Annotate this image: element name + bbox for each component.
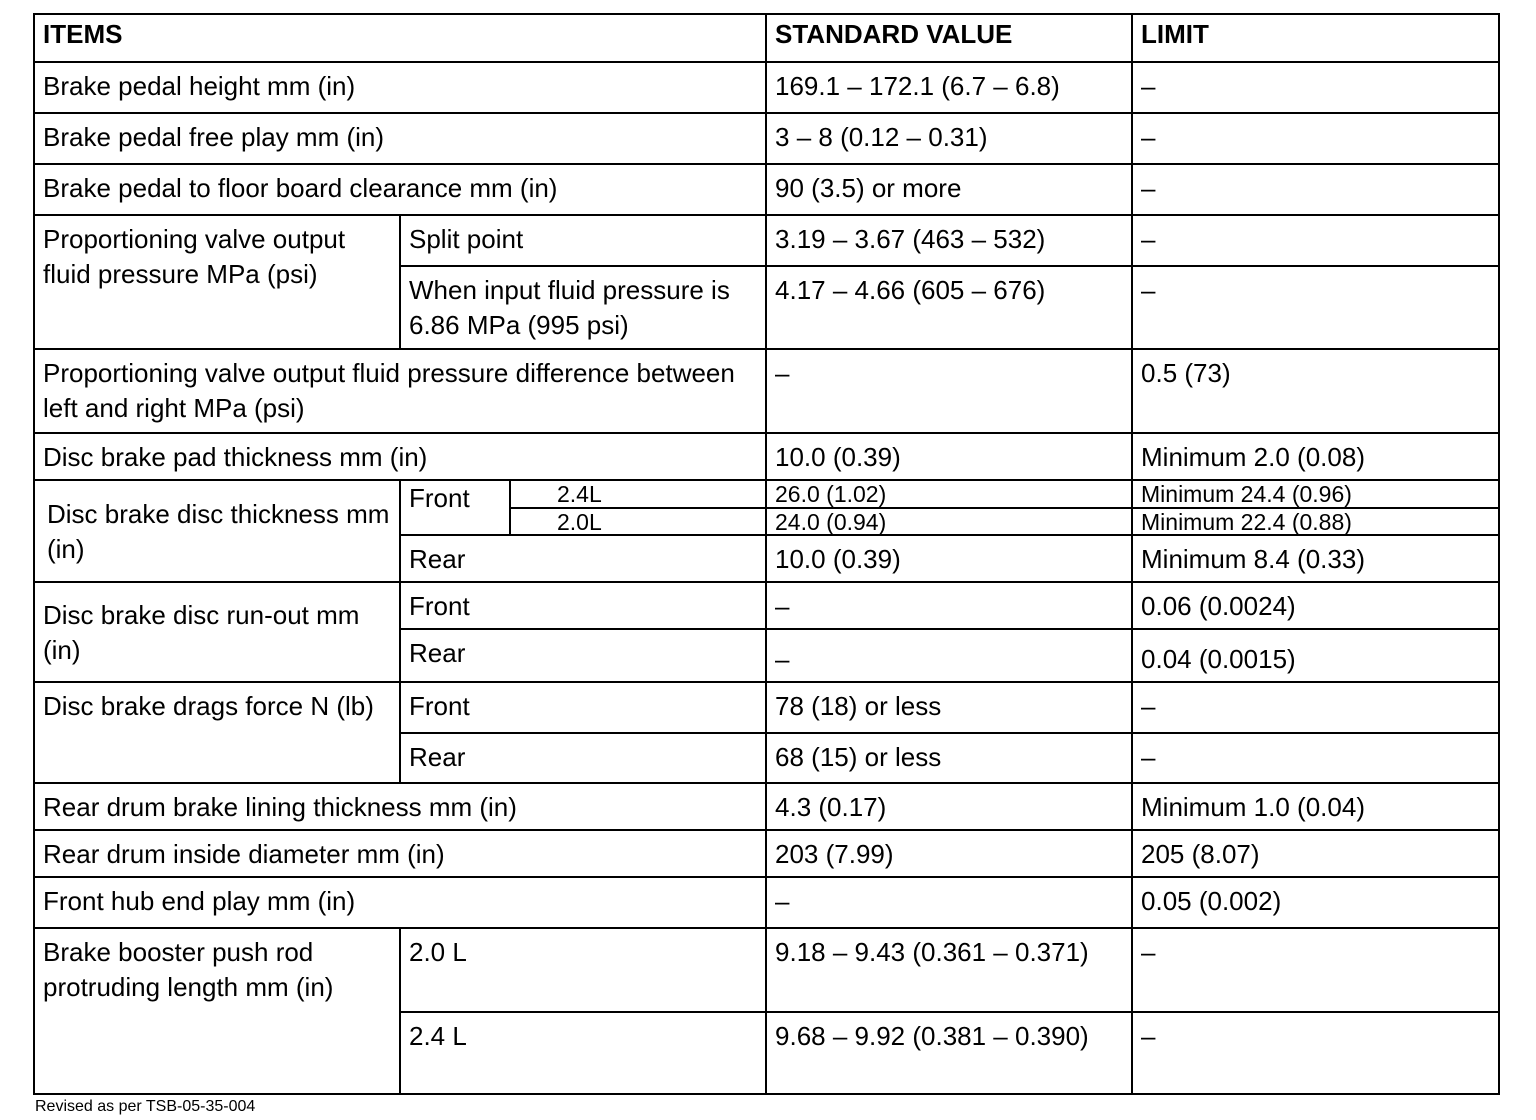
limit-cell: – bbox=[1132, 215, 1499, 266]
standard-value-cell: 68 (15) or less bbox=[766, 733, 1132, 783]
limit-cell: – bbox=[1132, 164, 1499, 215]
table-row bbox=[34, 62, 1499, 113]
item-cell bbox=[34, 480, 400, 582]
table-row bbox=[34, 582, 1499, 629]
table-row bbox=[34, 480, 1499, 535]
limit-cell: Minimum 2.0 (0.08) bbox=[1132, 433, 1499, 480]
standard-value-cell: 10.0 (0.39) bbox=[766, 535, 1132, 582]
sub-item-cell: Rear bbox=[400, 733, 766, 783]
limit-cell: – bbox=[1132, 266, 1499, 349]
header-standard-value: STANDARD VALUE bbox=[766, 14, 1132, 62]
table-row bbox=[34, 349, 1499, 433]
limit-cell: – bbox=[1132, 1012, 1499, 1094]
standard-value-cell: – bbox=[766, 629, 1132, 682]
standard-value-cell: 9.68 – 9.92 (0.381 – 0.390) bbox=[766, 1012, 1132, 1094]
table-row bbox=[34, 928, 1499, 1012]
limit-cell: 205 (8.07) bbox=[1132, 830, 1499, 877]
standard-value-cell: 4.17 – 4.66 (605 – 676) bbox=[766, 266, 1132, 349]
engine-24l-label: 2.4L bbox=[511, 481, 765, 509]
table-row bbox=[34, 877, 1499, 928]
sub-item-cell: Rear bbox=[400, 629, 766, 682]
table-row bbox=[34, 433, 1499, 480]
standard-value-cell: 3.19 – 3.67 (463 – 532) bbox=[766, 215, 1132, 266]
item-cell: Front hub end play mm (in) bbox=[34, 877, 766, 928]
engine-20l-label: 2.0L bbox=[557, 509, 602, 535]
standard-value-cell: 169.1 – 172.1 (6.7 – 6.8) bbox=[766, 62, 1132, 113]
item-cell: Proportioning valve output fluid pressure MPa (psi) bbox=[34, 215, 400, 349]
header-items: ITEMS bbox=[34, 14, 766, 62]
sub-item-cell: 2.0 L bbox=[400, 928, 766, 1012]
front-20l-limit: Minimum 22.4 (0.88) bbox=[1141, 509, 1352, 535]
item-cell: Brake pedal free play mm (in) bbox=[34, 113, 766, 164]
header-row bbox=[34, 14, 1499, 62]
front-20l-standard: 24.0 (0.94) bbox=[775, 509, 887, 535]
limit-cell: Minimum 8.4 (0.33) bbox=[1132, 535, 1499, 582]
sub-item-cell: 2.4 L bbox=[400, 1012, 766, 1094]
header-limit: LIMIT bbox=[1132, 14, 1499, 62]
table-row bbox=[34, 113, 1499, 164]
limit-cell: – bbox=[1132, 682, 1499, 733]
standard-value-cell: 9.18 – 9.43 (0.361 – 0.371) bbox=[766, 928, 1132, 1012]
limit-cell: – bbox=[1132, 928, 1499, 1012]
standard-value-cell: – bbox=[766, 582, 1132, 629]
limit-cell: 0.04 (0.0015) bbox=[1132, 629, 1499, 682]
front-24l-limit: Minimum 24.4 (0.96) bbox=[1133, 481, 1498, 509]
item-cell: Brake booster push rod protruding length mm (in) bbox=[34, 928, 400, 1094]
limit-cell: – bbox=[1132, 62, 1499, 113]
limit-cell bbox=[1132, 480, 1499, 535]
revision-footnote: Revised as per TSB-05-35-004 bbox=[35, 1098, 256, 1115]
item-cell: Disc brake pad thickness mm (in) bbox=[34, 433, 766, 480]
table-row bbox=[34, 830, 1499, 877]
sub-item-cell: Rear bbox=[400, 535, 766, 582]
specifications-table bbox=[33, 13, 1500, 1095]
item-cell: Brake pedal to floor board clearance mm (in) bbox=[34, 164, 766, 215]
item-cell: Rear drum brake lining thickness mm (in) bbox=[34, 783, 766, 830]
limit-cell: 0.5 (73) bbox=[1132, 349, 1499, 433]
limit-cell: Minimum 1.0 (0.04) bbox=[1132, 783, 1499, 830]
standard-value-cell: – bbox=[766, 877, 1132, 928]
standard-value-cell: 78 (18) or less bbox=[766, 682, 1132, 733]
table-row bbox=[34, 783, 1499, 830]
front-split-cell bbox=[400, 480, 766, 535]
limit-cell: 0.05 (0.002) bbox=[1132, 877, 1499, 928]
standard-value-cell: 203 (7.99) bbox=[766, 830, 1132, 877]
limit-cell: – bbox=[1132, 113, 1499, 164]
table-row bbox=[34, 164, 1499, 215]
item-cell: Rear drum inside diameter mm (in) bbox=[34, 830, 766, 877]
table-row bbox=[34, 682, 1499, 733]
standard-value-cell: 4.3 (0.17) bbox=[766, 783, 1132, 830]
standard-value-cell: – bbox=[766, 349, 1132, 433]
front-24l-standard: 26.0 (1.02) bbox=[767, 481, 1131, 509]
sub-item-cell: When input fluid pressure is 6.86 MPa (995 psi) bbox=[400, 266, 766, 349]
standard-value-cell: 90 (3.5) or more bbox=[766, 164, 1132, 215]
limit-cell: 0.06 (0.0024) bbox=[1132, 582, 1499, 629]
table-row bbox=[34, 215, 1499, 266]
item-cell: Disc brake disc run-out mm (in) bbox=[34, 582, 400, 682]
standard-value-cell: 3 – 8 (0.12 – 0.31) bbox=[766, 113, 1132, 164]
sub-item-cell: Front bbox=[400, 682, 766, 733]
standard-value-cell: 10.0 (0.39) bbox=[766, 433, 1132, 480]
item-cell: Proportioning valve output fluid pressure difference between left and right MPa (psi) bbox=[34, 349, 766, 433]
sub-item-cell: Split point bbox=[400, 215, 766, 266]
item-cell: Brake pedal height mm (in) bbox=[34, 62, 766, 113]
standard-value-cell bbox=[766, 480, 1132, 535]
item-cell: Disc brake drags force N (lb) bbox=[34, 682, 400, 783]
sub-item-cell: Front bbox=[400, 582, 766, 629]
disc-thickness-label: Disc brake disc thickness mm (in) bbox=[47, 499, 390, 564]
front-label: Front bbox=[401, 481, 511, 534]
limit-cell: – bbox=[1132, 733, 1499, 783]
